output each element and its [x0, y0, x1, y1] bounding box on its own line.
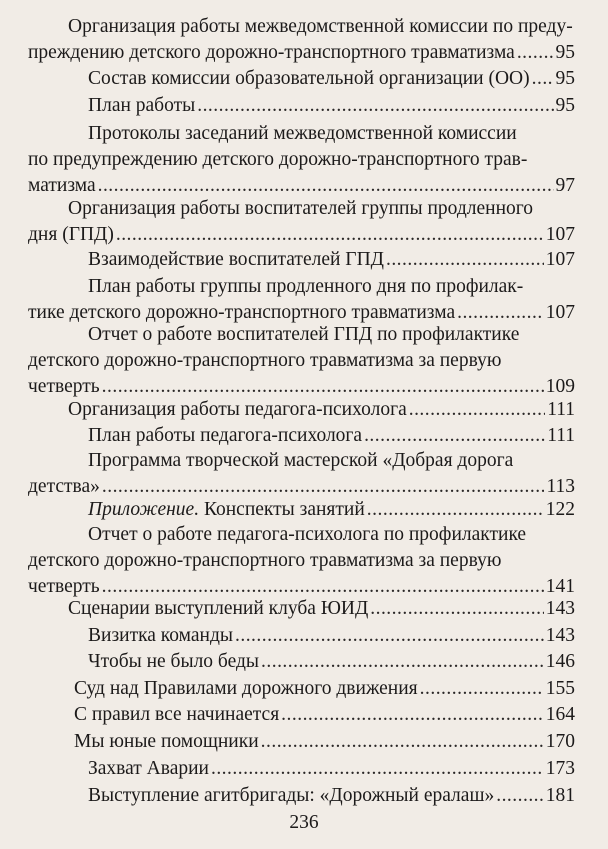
toc-entry-line	[0, 196, 575, 222]
toc-entry-title: Организация работы межведомственной комиссии по преду-	[68, 16, 573, 37]
page-number: 236	[289, 812, 319, 833]
toc-entry-title: преждению детского дорожно-транспортного травматизма	[28, 42, 515, 63]
toc-entry	[0, 522, 575, 600]
toc-entry-last-line	[0, 676, 575, 702]
toc-dot-leader	[211, 756, 544, 782]
toc-entry-title	[88, 497, 365, 523]
toc-page-ref: 107	[545, 224, 575, 245]
toc-dot-leader	[517, 40, 554, 66]
toc-entry-last-line	[0, 247, 575, 273]
toc-entry	[0, 423, 575, 449]
toc-entry-last-line	[0, 729, 575, 755]
toc-entry-italic-prefix: Приложение.	[88, 499, 200, 520]
toc-entry-last-line	[0, 623, 575, 649]
toc-entry-last-line	[0, 649, 575, 675]
toc-entry	[0, 649, 575, 675]
toc-entry-title: Захват Аварии	[88, 758, 209, 779]
toc-page-ref: 122	[545, 499, 575, 520]
toc-entry-line	[0, 548, 575, 574]
toc-entry-title: четверть	[28, 576, 100, 597]
toc-entry-last-line	[0, 596, 575, 622]
toc-entry-title: Выступление агитбригады: «Дорожный ералаш»	[88, 785, 495, 806]
toc-dot-leader	[370, 596, 544, 622]
toc-entry	[0, 497, 575, 523]
toc-entry-line	[0, 522, 575, 548]
toc-entry	[0, 397, 575, 423]
toc-dot-leader	[409, 397, 545, 423]
toc-entry	[0, 93, 575, 119]
toc-entry-title: Сценарии выступлений клуба ЮИД	[68, 598, 369, 619]
toc-page-ref: 146	[545, 651, 575, 672]
toc-dot-leader	[235, 623, 544, 649]
toc-dot-leader	[386, 247, 544, 273]
toc-entry-title: Взаимодействие воспитателей ГПД	[88, 249, 384, 270]
toc-entry-title: дня (ГПД)	[28, 224, 114, 245]
toc-entry-title: План работы	[88, 95, 196, 116]
toc-entry-title: матизма	[28, 175, 96, 196]
toc-entry-title: четверть	[28, 376, 100, 397]
toc-entry-title: Мы юные помощники	[74, 731, 259, 752]
toc-entry-last-line	[0, 40, 575, 66]
toc-entry	[0, 783, 575, 809]
toc-entry-line	[0, 448, 575, 474]
toc-entry	[0, 247, 575, 273]
toc-page-ref: 111	[547, 399, 575, 420]
toc-entry-last-line	[0, 66, 575, 92]
toc-entry-title: Состав комиссии образовательной организации (ОО)	[88, 68, 530, 89]
toc-entry-last-line	[0, 222, 575, 248]
toc-page-ref: 113	[546, 476, 575, 497]
toc-entry-title: Чтобы не было беды	[88, 651, 260, 672]
toc-page-ref: 143	[545, 598, 575, 619]
toc-entry-title: Суд над Правилами дорожного движения	[74, 678, 418, 699]
toc-entry-title: по предупреждению детского дорожно-транспортного трав-	[28, 149, 528, 170]
toc-entry-title: Отчет о работе педагога-психолога по профилактике	[88, 524, 527, 545]
toc-entry-last-line	[0, 497, 575, 523]
toc-entry-line	[0, 147, 575, 173]
toc-page-ref: 143	[545, 625, 575, 646]
toc-entry	[0, 448, 575, 500]
toc-entry-title: детства»	[28, 476, 100, 497]
toc-page-ref: 141	[545, 576, 575, 597]
toc-dot-leader	[496, 783, 544, 809]
toc-entry-last-line	[0, 756, 575, 782]
toc-dot-leader	[281, 702, 544, 728]
toc-page-ref: 95	[555, 95, 575, 116]
toc-entry-line	[0, 322, 575, 348]
toc-entry-title: Протоколы заседаний межведомственной комиссии	[88, 123, 517, 144]
toc-page-ref: 97	[555, 175, 575, 196]
toc-dot-leader	[261, 729, 544, 755]
toc-entry	[0, 196, 575, 248]
toc-dot-leader	[420, 676, 544, 702]
toc-dot-leader	[261, 649, 544, 675]
toc-entry	[0, 121, 575, 199]
toc-entry-line	[0, 121, 575, 147]
toc-dot-leader	[532, 66, 554, 92]
toc-entry-line	[0, 274, 575, 300]
toc-entry-last-line	[0, 93, 575, 119]
toc-entry	[0, 702, 575, 728]
toc-page-ref: 181	[545, 785, 575, 806]
toc-entry-title: детского дорожно-транспортного травматизма за первую	[28, 550, 502, 571]
toc-entry-last-line	[0, 423, 575, 449]
toc-dot-leader	[116, 222, 544, 248]
toc-entry	[0, 322, 575, 400]
toc-page-ref: 173	[545, 758, 575, 779]
toc-entry-title: План работы группы продленного дня по профилак-	[88, 276, 524, 297]
toc-entry-title: тике детского дорожно-транспортного травматизма	[28, 302, 456, 323]
toc-entry-last-line	[0, 702, 575, 728]
toc-dot-leader	[197, 93, 553, 119]
toc-page-ref: 111	[547, 425, 575, 446]
toc-entry-title: Визитка команды	[88, 625, 233, 646]
toc-entry	[0, 676, 575, 702]
toc-page-ref: 107	[545, 302, 575, 323]
toc-entry-line	[0, 348, 575, 374]
toc-entry-title: Организация работы воспитателей группы продленного	[68, 198, 534, 219]
toc-page-ref: 155	[545, 678, 575, 699]
toc-entry	[0, 14, 575, 66]
toc-entry	[0, 756, 575, 782]
toc-entry-last-line	[0, 397, 575, 423]
toc-entry	[0, 66, 575, 92]
toc-dot-leader	[364, 423, 545, 449]
toc-page-ref: 170	[545, 731, 575, 752]
toc-page-ref: 109	[545, 376, 575, 397]
toc-entry	[0, 729, 575, 755]
toc-entry	[0, 623, 575, 649]
toc-page-ref: 164	[545, 704, 575, 725]
toc-entry	[0, 596, 575, 622]
toc-dot-leader	[367, 497, 544, 523]
toc-entry	[0, 274, 575, 326]
toc-entry-title: Программа творческой мастерской «Добрая дорога	[88, 450, 514, 471]
toc-entry-title-text: Конспекты занятий	[199, 499, 365, 520]
toc-page-ref: 107	[545, 249, 575, 270]
toc-entry-last-line	[0, 783, 575, 809]
toc-page-ref: 95	[555, 42, 575, 63]
toc-entry-title: детского дорожно-транспортного травматизма за первую	[28, 350, 502, 371]
toc-entry-title: Организация работы педагога-психолога	[68, 399, 407, 420]
toc-page-ref: 95	[555, 68, 575, 89]
toc-entry-line	[0, 14, 575, 40]
toc-entry-title: С правил все начинается	[74, 704, 280, 725]
toc-entry-title: План работы педагога-психолога	[88, 425, 363, 446]
toc-entry-title: Отчет о работе воспитателей ГПД по профилактике	[88, 324, 520, 345]
